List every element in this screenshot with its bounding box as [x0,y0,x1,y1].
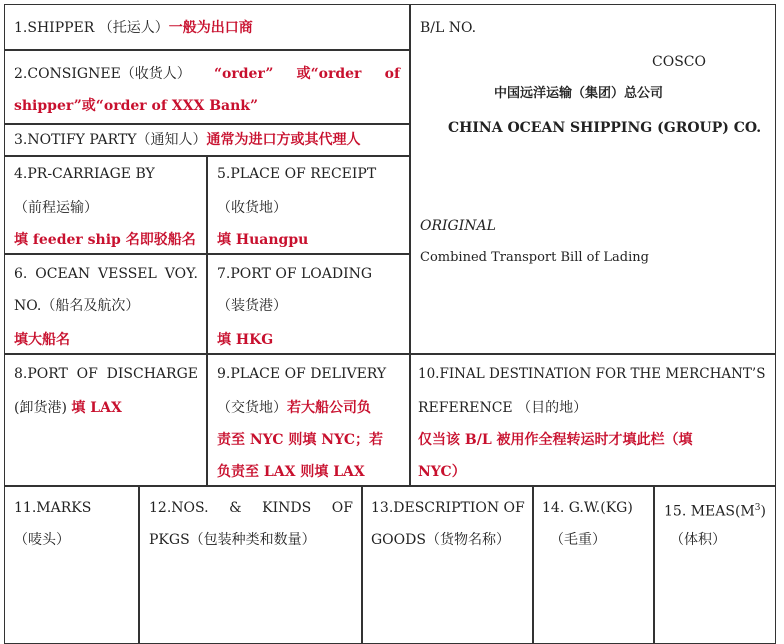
consignee-note-line2: shipper”或“order of XXX Bank” [14,98,259,114]
nos-kinds-line1 [149,498,353,518]
place-of-delivery-note1: 若大船公司负 [287,400,371,416]
consignee-line1 [14,64,400,84]
place-of-delivery-note3: 负责至 LAX 则填 LAX [217,464,365,480]
final-destination-line2: REFERENCE （目的地） [418,400,588,416]
ocean-vessel-line1 [14,264,198,284]
shipper-note: 一般为出口商 [168,20,253,36]
measurement-sup: 3 [754,503,761,513]
port-of-loading-note: 填 HKG [217,332,274,348]
nos-kinds-w3: KINDS [262,500,312,516]
place-of-delivery-label: 9.PLACE OF DELIVERY [217,366,387,382]
nos-kinds-w1: 12.NOS. [149,500,209,516]
measurement-label [664,498,766,522]
description-line2: GOODS（货物名称） [371,532,510,548]
notify-party-line [14,130,360,150]
ocean-vessel-w1: 6. [14,266,28,282]
shipper-label [14,18,253,38]
measurement-label-end: ) [760,503,766,520]
port-of-loading-sub: （装货港） [217,298,287,314]
pre-carriage-label: 4.PR-CARRIAGE BY [14,166,155,182]
notify-party-label: 3.NOTIFY PARTY（通知人） [14,132,207,148]
place-of-receipt-label: 5.PLACE OF RECEIPT [217,166,377,182]
ocean-vessel-line2: NO.（船名及航次） [14,298,140,314]
nos-kinds-w4: OF [331,500,353,516]
notify-party-note: 通常为进口方或其代理人 [206,132,361,148]
port-of-discharge-line2 [14,398,122,418]
bl-header-box [410,4,776,354]
nos-kinds-w2: & [229,500,242,516]
port-of-loading-label: 7.PORT OF LOADING [217,266,373,282]
ocean-vessel-w4: VOY. [164,266,198,282]
consignee-label: 2.CONSIGNEE（收货人） [14,66,191,82]
ocean-vessel-w3: VESSEL [98,266,157,282]
place-of-receipt-note: 填 Huangpu [217,232,309,248]
nos-kinds-line2: PKGS（包装种类和数量） [149,532,316,548]
place-of-receipt-sub: （收货地） [217,200,287,216]
final-destination-label: 10.FINAL DESTINATION FOR THE MERCHANT’S [418,366,766,382]
port-of-discharge-w2: OF [76,366,98,382]
gross-weight-sub: （毛重） [550,532,606,548]
port-of-discharge-note: 填 LAX [71,400,122,416]
consignee-note-1: “order” [213,66,274,82]
bill-of-lading-form [4,4,776,644]
shipper-label-text: 1.SHIPPER （托运人） [14,20,169,36]
company-name-cn: 中国远洋运输（集团）总公司 [494,86,664,101]
pre-carriage-note: 填 feeder ship 名即驳船名 [14,232,196,248]
document-type: Combined Transport Bill of Lading [420,250,649,265]
measurement-sub: （体积） [670,532,726,548]
final-destination-note1: 仅当该 B/L 被用作全程转运时才填此栏（填 [418,432,693,448]
pre-carriage-sub: （前程运输） [14,200,98,216]
place-of-delivery-sub: （交货地） [217,400,287,416]
ocean-vessel-note: 填大船名 [14,332,70,348]
description-label: 13.DESCRIPTION OF [371,500,525,516]
consignee-note-2: 或“order [296,66,362,82]
bl-no-label: B/L NO. [420,20,477,36]
original-label: ORIGINAL [420,218,496,234]
consignee-note-3: of [384,66,400,82]
port-of-discharge-w1: 8.PORT [14,366,68,382]
port-of-discharge-line1 [14,364,198,384]
marks-sub: （唛头） [14,532,70,548]
ocean-vessel-w2: OCEAN [35,266,91,282]
place-of-delivery-line2 [217,398,371,418]
measurement-label-text: 15. MEAS(M [664,503,755,520]
company-name-en: CHINA OCEAN SHIPPING (GROUP) CO. [448,120,762,136]
cosco-brand: COSCO [652,54,706,70]
port-of-discharge-sub: (卸货港) [14,400,67,416]
gross-weight-label: 14. G.W.(KG) [542,500,633,516]
place-of-delivery-note2: 责至 NYC 则填 NYC；若 [217,432,383,448]
port-of-discharge-w3: DISCHARGE [106,366,198,382]
marks-label: 11.MARKS [14,500,92,516]
final-destination-note2: NYC） [418,464,466,480]
